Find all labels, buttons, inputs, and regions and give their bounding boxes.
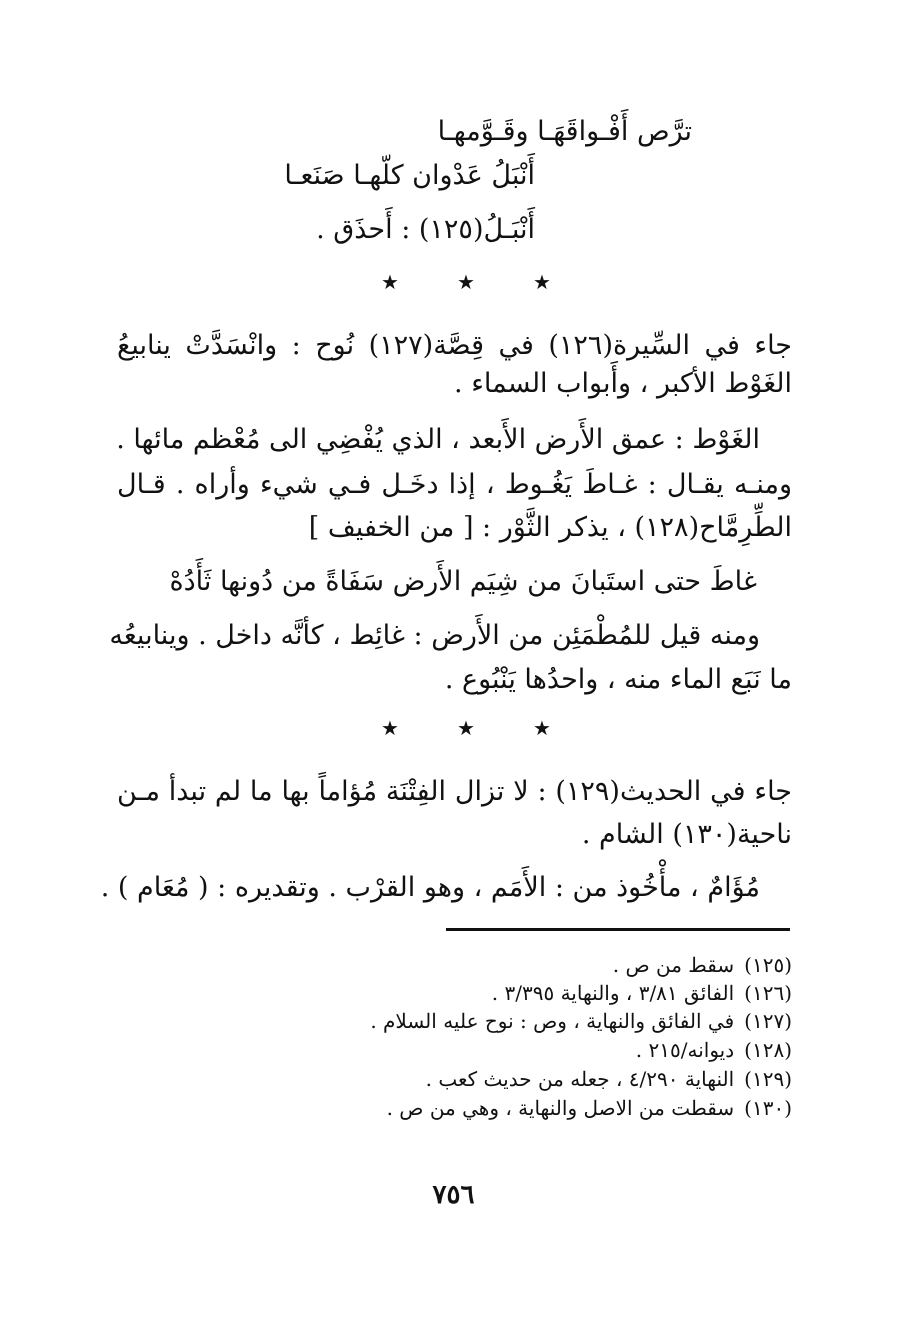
footnote-126	[492, 979, 792, 1007]
footnote-128	[636, 1036, 792, 1064]
footnote-130	[387, 1094, 792, 1122]
paragraph-5-line-1: مُؤَامٌ ، مأْخُوذ من : الأَمَم ، وهو القرْب . وتقديره : ( مُعَام ) .	[100, 872, 760, 903]
section-divider-2	[352, 716, 580, 740]
paragraph-1-line-1: جاء في السِّيرة(١٢٦) في قِصَّة(١٢٧) نُوح : وانْسَدَّتْ ينابيعُ	[117, 330, 792, 361]
paragraph-3-line-2: ما نَبَع الماء منه ، واحدُها يَنْبُوع .	[444, 664, 792, 695]
page-number: ٧٥٦	[432, 1180, 475, 1210]
star-icon: ★	[381, 716, 399, 740]
poem-line-2: أَنْبَلُ عَدْوان كلّهـا صَنَعـا	[284, 160, 535, 191]
paragraph-3-line-1: ومنه قيل للمُطْمَئِن من الأَرض : غائِط ، كأنَّه داخل . وينابيعُه	[109, 620, 760, 651]
section-divider-1	[352, 270, 580, 294]
footnote-125	[613, 951, 792, 979]
gloss-line: أَنْبَـلُ(١٢٥) : أَحذَق .	[316, 214, 535, 245]
footnote-127	[370, 1007, 792, 1035]
footnote-text: ديوانه/٢١٥ .	[635, 1038, 735, 1062]
footnote-number: (١٢٦)	[744, 981, 792, 1005]
footnote-text: سقطت من الاصل والنهاية ، وهي من ص .	[386, 1096, 735, 1120]
paragraph-2-line-1: الغَوْط : عمق الأَرض الأَبعد ، الذي يُفْضِي الى مُعْظم مائها .	[116, 424, 760, 455]
star-icon: ★	[457, 270, 475, 294]
footnote-separator	[446, 928, 790, 931]
footnote-text: النهاية ٤/٢٩٠ ، جعله من حديث كعب .	[425, 1067, 735, 1091]
verse-line: غاطَ حتى استَبانَ من شِيَم الأَرض سَفَاةً من دُونها ثَأَدُهْ	[169, 566, 757, 597]
paragraph-4-line-2: ناحية(١٣٠) الشام .	[581, 819, 792, 850]
footnote-number: (١٣٠)	[744, 1096, 792, 1120]
star-icon: ★	[533, 270, 551, 294]
footnote-number: (١٢٥)	[744, 953, 792, 977]
footnote-text: الفائق ٣/٨١ ، والنهاية ٣/٣٩٥ .	[491, 981, 735, 1005]
footnote-129	[426, 1065, 792, 1093]
footnote-text: سقط من ص .	[612, 953, 735, 977]
star-icon: ★	[533, 716, 551, 740]
footnote-number: (١٢٨)	[744, 1038, 792, 1062]
paragraph-2-line-2: ومنـه يقـال : غـاطَ يَغُـوط ، إذا دخَـل فـي شيء وأراه . قـال	[117, 469, 792, 500]
paragraph-4-line-1: جاء في الحديث(١٢٩) : لا تزال الفِتْنَة مُؤاماً بها ما لم تبدأ مـن	[117, 776, 792, 807]
footnote-number: (١٢٧)	[744, 1009, 792, 1033]
paragraph-1-line-2: الغَوْط الأكبر ، وأَبواب السماء .	[454, 368, 792, 399]
star-icon: ★	[457, 716, 475, 740]
paragraph-2-line-3: الطِّرِمَّاح(١٢٨) ، يذكر الثَّوْر : [ من الخفيف ]	[308, 512, 792, 543]
star-icon: ★	[381, 270, 399, 294]
footnote-number: (١٢٩)	[744, 1067, 792, 1091]
footnote-text: في الفائق والنهاية ، وص : نوح عليه السلام .	[370, 1009, 735, 1033]
poem-line-1: ترَّص أَفْـواقَهَـا وقَـوَّمهـا	[437, 116, 692, 147]
